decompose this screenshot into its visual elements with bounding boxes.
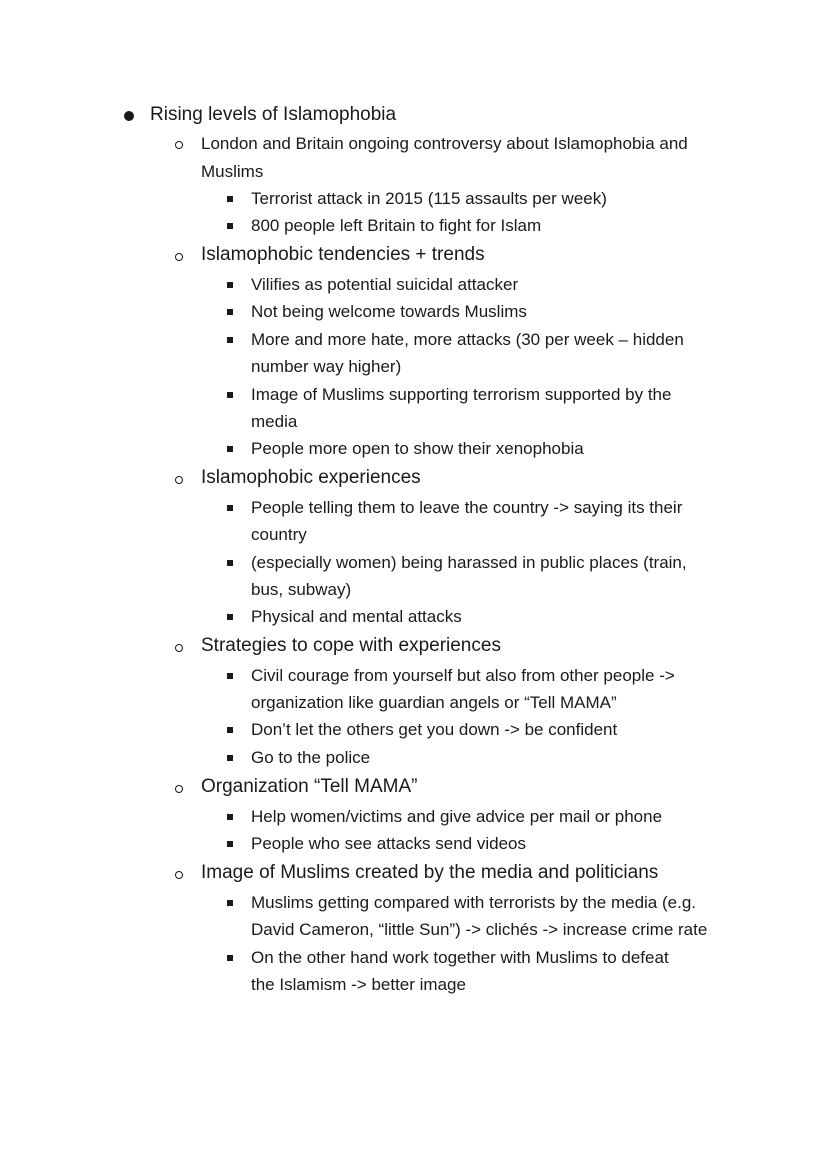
bullet-square-icon — [227, 223, 233, 229]
bullet-square-icon — [227, 337, 233, 343]
list-item: Muslims getting compared with terrorists by the media (e.g. — [251, 893, 697, 912]
list-item-continuation: number way higher) — [251, 357, 402, 376]
section-heading: Islamophobic experiences — [201, 467, 421, 488]
list-item: Civil courage from yourself but also from other people -> — [251, 666, 675, 685]
section-heading: Strategies to cope with experiences — [201, 635, 501, 656]
list-item: People more open to show their xenophobia — [251, 439, 584, 458]
section-heading: Islamophobic tendencies + trends — [201, 244, 485, 265]
bullet-circle-icon — [175, 644, 183, 652]
bullet-square-icon — [227, 446, 233, 452]
bullet-circle-icon — [175, 785, 183, 793]
list-item-continuation: David Cameron, “little Sun”) -> clichés -> increase crime rate — [251, 920, 708, 939]
bullet-circle-icon — [175, 871, 183, 879]
bullet-square-icon — [227, 614, 233, 620]
bullet-square-icon — [227, 814, 233, 820]
bullet-square-icon — [227, 955, 233, 961]
list-item-continuation: media — [251, 412, 298, 431]
section-heading: London and Britain ongoing controversy about Islamophobia and — [201, 134, 688, 153]
bullet-square-icon — [227, 841, 233, 847]
list-item-continuation: organization like guardian angels or “Tell MAMA” — [251, 693, 617, 712]
list-item: Don’t let the others get you down -> be confident — [251, 720, 618, 739]
list-item: Terrorist attack in 2015 (115 assaults per week) — [251, 189, 607, 208]
list-item: Help women/victims and give advice per mail or phone — [251, 807, 663, 826]
list-item: Vilifies as potential suicidal attacker — [251, 275, 519, 294]
list-item: (especially women) being harassed in public places (train, — [251, 553, 687, 572]
list-item: People who see attacks send videos — [251, 834, 527, 853]
section-heading: Image of Muslims created by the media and politicians — [201, 862, 659, 883]
bullet-disc-icon — [124, 111, 134, 121]
list-item: Go to the police — [251, 748, 371, 767]
list-item: On the other hand work together with Muslims to defeat — [251, 948, 669, 967]
section-heading: Muslims — [201, 162, 264, 181]
bullet-square-icon — [227, 727, 233, 733]
list-item-continuation: the Islamism -> better image — [251, 975, 466, 994]
notes-title: Rising levels of Islamophobia — [150, 104, 397, 125]
list-item: 800 people left Britain to fight for Islam — [251, 216, 542, 235]
list-item-continuation: bus, subway) — [251, 580, 352, 599]
list-item: More and more hate, more attacks (30 per week – hidden — [251, 330, 684, 349]
bullet-square-icon — [227, 755, 233, 761]
bullet-circle-icon — [175, 253, 183, 261]
bullet-square-icon — [227, 196, 233, 202]
bullet-square-icon — [227, 392, 233, 398]
bullet-square-icon — [227, 560, 233, 566]
section-heading: Organization “Tell MAMA” — [201, 776, 418, 797]
bullet-square-icon — [227, 309, 233, 315]
list-item: Image of Muslims supporting terrorism supported by the — [251, 385, 672, 404]
bullet-square-icon — [227, 673, 233, 679]
list-item: Physical and mental attacks — [251, 607, 462, 626]
bullet-square-icon — [227, 900, 233, 906]
list-item: Not being welcome towards Muslims — [251, 302, 527, 321]
list-item-continuation: country — [251, 525, 307, 544]
bullet-square-icon — [227, 505, 233, 511]
bullet-circle-icon — [175, 141, 183, 149]
list-item: People telling them to leave the country -> saying its their — [251, 498, 683, 517]
bullet-circle-icon — [175, 476, 183, 484]
bullet-square-icon — [227, 282, 233, 288]
